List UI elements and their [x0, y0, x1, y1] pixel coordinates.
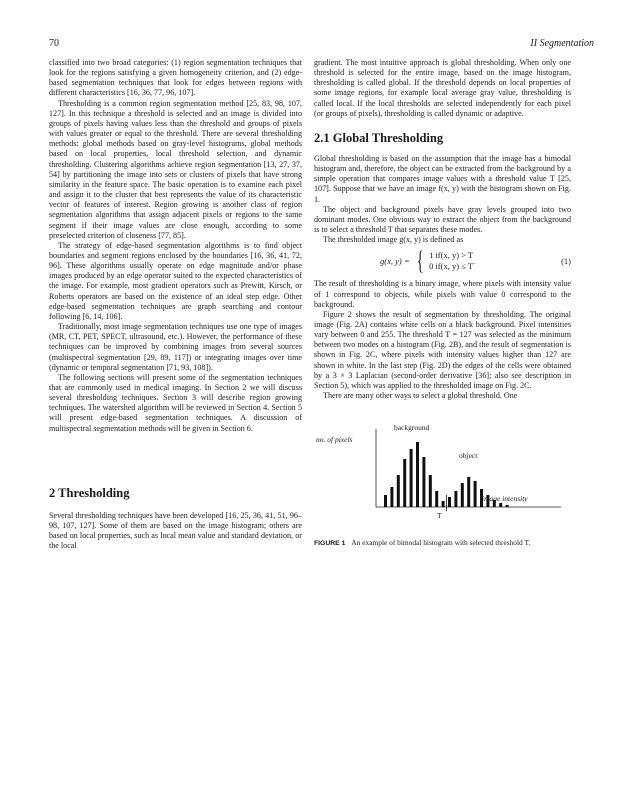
histogram-bar — [435, 491, 438, 507]
histogram-bar — [461, 483, 464, 507]
paragraph: Global thresholding is based on the assumption that the image has a bimodal histogram and, therefore, the object can be extracted from the background by a simple operation that compares image values with a threshold value T [25, 107]. Suppose that we have an image f(x, y) with the histogram shown on Fig. 1. — [314, 153, 571, 204]
histogram-bar — [403, 459, 406, 507]
left-column — [49, 58, 302, 551]
equation-brace: { — [416, 246, 424, 276]
y-axis-label: no. of pixels — [316, 435, 353, 445]
running-title: II Segmentation — [530, 38, 594, 49]
equation-case: 1 if(x, y) > T — [429, 250, 474, 261]
paragraph: Several thresholding techniques have been developed [16, 25, 36, 41, 51, 96–98, 107, 127]. Some of them are based on the image histogram; others are based on local properties, such as local mean value and standard deviation, or the local — [49, 510, 302, 551]
histogram-bar — [416, 442, 419, 507]
caption-label: FIGURE 1 — [314, 540, 346, 548]
paragraph: Thresholding is a common region segmentation method [25, 83, 98, 107, 127]. In this technique a threshold is selected and an image is divided into groups of pixels having values less than the threshold and groups of pixels with values greater or equal to the threshold. There are several thresholding methods: global methods based on gray-level histograms, global methods based on local properties, local threshold selection, and dynamic thresholding. Clustering algorithms achieve region segmentation [13, 27, 37, 54] by partitioning the image into sets or clusters of pixels that have strong similarity in the feature space. The basic operation is to examine each pixel and assign it to the cluster that best represents the value of its characteristic vector of features of interest. Region growing is another class of region segmentation algorithms that assign adjacent pixels or regions to the same segment if their image values are close enough, according to some preselected criterion of closeness [77, 85]. — [49, 98, 302, 240]
equation — [314, 248, 571, 274]
threshold-label: T — [437, 511, 442, 521]
histogram-bar — [429, 475, 432, 507]
section-heading: 2 Thresholding — [49, 485, 130, 500]
equation-number: (1) — [561, 256, 571, 267]
histogram-bar — [397, 475, 400, 507]
histogram-bar — [499, 503, 502, 507]
histogram-bar — [442, 501, 445, 507]
histogram-bar — [384, 495, 387, 507]
histogram-chart — [314, 421, 571, 526]
histogram-bar — [422, 457, 425, 507]
equation-case: 0 if(x, y) ≤ T — [429, 261, 473, 272]
histogram-bar — [410, 449, 413, 507]
equation-lhs: g(x, y) = — [380, 256, 410, 267]
histogram-bar — [474, 481, 477, 507]
subsection-heading: 2.1 Global Thresholding — [314, 130, 444, 145]
paragraph: classified into two broad categories: (1) region segmentation techniques that look for the regions satisfying a given homogeneity criterion, and (2) edge-based segmentation techniques that look for edges between regions with different characteristics [16, 36, 77, 96, 107]. — [49, 58, 302, 98]
equation-trail: . — [473, 256, 476, 267]
x-axis-label: image intensity — [482, 494, 528, 504]
paragraph: gradient. The most intuitive approach is global thresholding. When only one threshold is selected for the entire image, based on the image histogram, thresholding is called global. If the threshold depends on local properties of some image regions, for example local average gray value, thresholding is called local. If the local thresholds are selected independently for each pixel (or groups of pixels), thresholding is called dynamic or adaptive. — [314, 58, 571, 118]
paragraph: The thresholded image g(x, y) is defined as — [323, 235, 464, 245]
histogram-figure — [314, 421, 571, 526]
background-label: background — [394, 423, 430, 433]
paragraph: Figure 2 shows the result of segmentation by thresholding. The original image (Fig. 2A) contains white cells on a black background. Pixel intensities vary between 0 and 255. The threshold T = 127 was selected as the minimum between two modes on a histogram (Fig. 2B), and the result of segmentation is shown in Fig. 2C, where pixels with intensity values higher than 127 are shown in white. In the last step (Fig. 2D) the edges of the cells were obtained by a 3 × 3 Laplacian (second-order derivative [36]; also see description in Section 5), which was applied to the thresholded image on Fig. 2C. — [314, 309, 571, 390]
caption-text: An example of bimodal histogram with selected threshold T. — [351, 538, 531, 548]
paragraph: The object and background pixels have gray levels grouped into two dominant modes. One obvious way to extract the object from the background is to select a threshold T that separates these modes. — [314, 204, 571, 235]
paragraph: The result of thresholding is a binary image, where pixels with intensity value of 1 correspond to objects, while pixels with value 0 correspond to the background. — [314, 279, 571, 309]
histogram-bar — [506, 505, 509, 507]
paragraph: Traditionally, most image segmentation techniques use one type of images (MR, CT, PET, SPECT, ultrasound, etc.). However, the performance of these techniques can be improved by combining images from several sources (multispectral segmentation [29, 89, 117]) or integrating images over time (dynamic or temporal segmentation [71, 93, 108]). — [49, 322, 302, 372]
object-label: object — [459, 451, 478, 461]
right-column — [314, 58, 571, 547]
paragraph: The strategy of edge-based segmentation algorithms is to find object boundaries and segment regions enclosed by the boundaries [16, 36, 41, 72, 96]. These algorithms usually operate on edge magnitude and/or phase images produced by an edge operator suited to the expected characteristics of the image. For example, most gradient operators such as Prewitt, Kirsch, or Roberts operators are based on the existence of an ideal step edge. Other edge-based segmentation techniques are graph searching and contour following [6, 14, 106]. — [49, 240, 302, 321]
equation-cases — [429, 250, 476, 272]
paragraph: There are many other ways to select a global threshold. One — [323, 391, 518, 401]
paragraph: The following sections will present some of the segmentation techniques that are commonly used in medical imaging. In Section 2 we will discuss several thresholding techniques. Section 3 will describe region growing techniques. The watershed algorithm will be reviewed in Section 4. Section 5 will present edge-based segmentation techniques. A discussion of multispectral segmentation methods will be given in Section 6. — [49, 372, 302, 433]
figure-caption — [314, 538, 571, 547]
histogram-bar — [448, 497, 451, 507]
histogram-bar — [467, 477, 470, 507]
histogram-bar — [390, 487, 393, 507]
histogram-bar — [454, 491, 457, 507]
page-number: 70 — [49, 38, 59, 49]
